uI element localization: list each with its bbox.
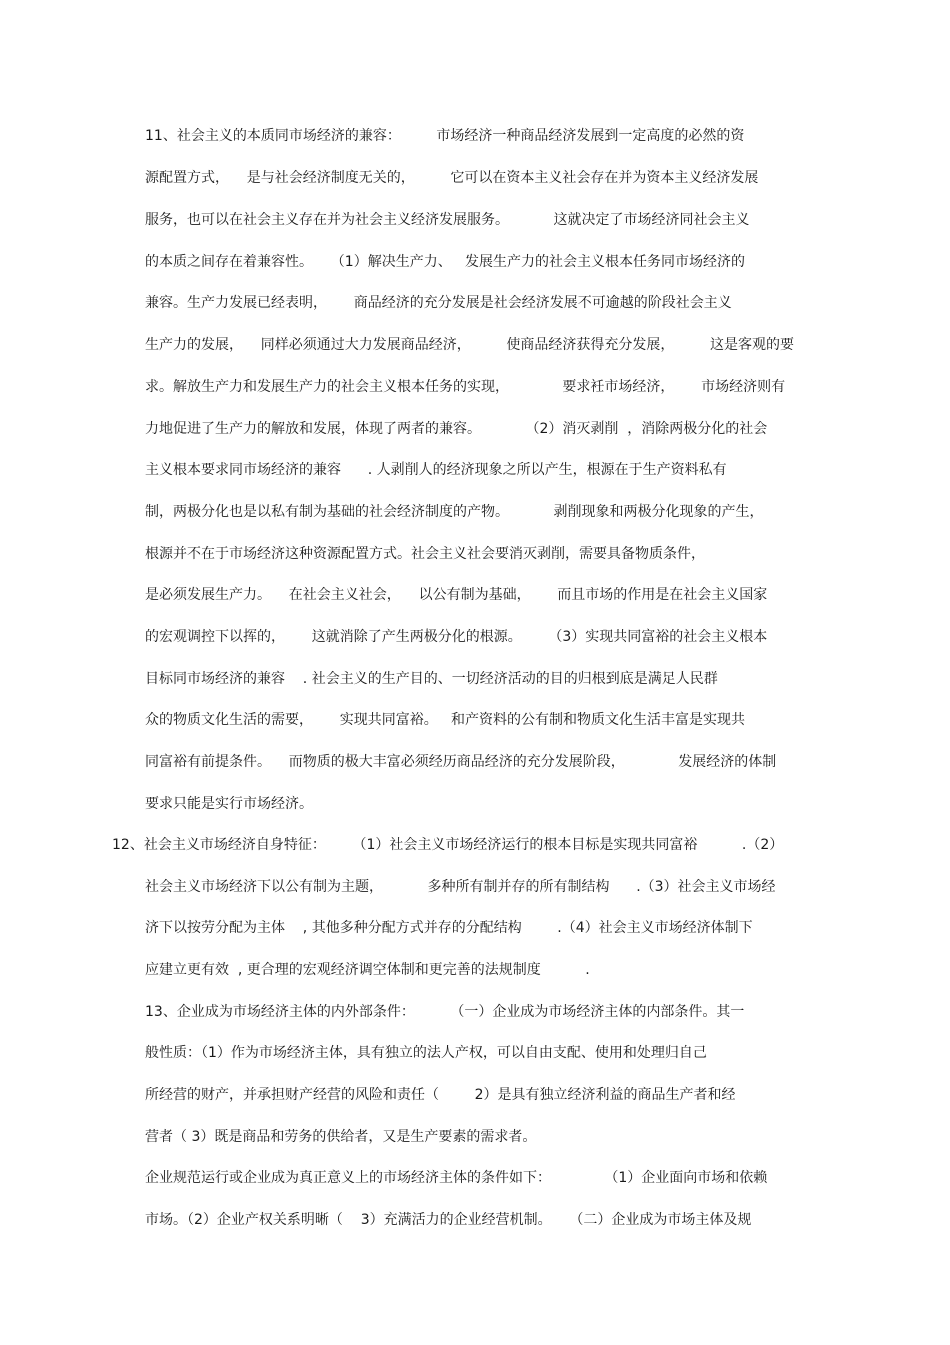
text-line: 11、社会主义的本质同市场经济的兼容： 市场经济一种商品经济发展到一定高度的必然的资 [145,128,745,144]
text-line: 社会主义市场经济下以公有制为主题， 多种所有制并存的所有制结构 .（3）社会主义市场经 [145,879,776,895]
text-line: 力地促进了生产力的解放和发展，体现了两者的兼容。 （2）消灭剥削 ，消除两极分化的社会 [145,421,768,437]
section-heading-13: 13、企业成为市场经济主体的内外部条件： （一）企业成为市场经济主体的内部条件。其一 [145,1004,745,1020]
text-line: 生产力的发展， 同样必须通过大力发展商品经济， 使商品经济获得充分发展， 这是客观的要 [145,337,795,353]
section-heading-12: 12、社会主义市场经济自身特征： （1）社会主义市场经济运行的根本目标是实现共同富裕 .（2） [112,837,784,853]
text-line: 的本质之间存在着兼容性。 （1）解决生产力、 发展生产力的社会主义根本任务同市场经济的 [145,254,746,270]
text-line: 企业规范运行或企业成为真正意义上的市场经济主体的条件如下： （1）企业面向市场和依赖 [145,1170,768,1186]
text-line: 兼容。生产力发展已经表明， 商品经济的充分发展是社会经济发展不可逾越的阶段社会主义 [145,295,732,311]
text-line: 要求只能是实行市场经济。 [145,796,313,812]
text-line: 众的物质文化生活的需要， 实现共同富裕。 和产资料的公有制和物质文化生活丰富是实现共 [145,712,746,728]
text-line: 的宏观调控下以挥的， 这就消除了产生两极分化的根源。 （3）实现共同富裕的社会主义根本 [145,629,768,645]
text-line: 应建立更有效 , 更合理的宏观经济调空体制和更完善的法规制度 . [145,962,590,978]
text-line: 般性质：（1）作为市场经济主体，具有独立的法人产权，可以自由支配、使用和处理归自己 [145,1045,707,1061]
text-line: 根源并不在于市场经济这种资源配置方式。社会主义社会要消灭剥削，需要具备物质条件， [145,546,705,562]
text-line: 主义根本要求同市场经济的兼容 . 人剥削人的经济现象之所以产生，根源在于生产资料私有 [145,462,727,478]
text-line: 是必须发展生产力。 在社会主义社会， 以公有制为基础， 而且市场的作用是在社会主义国家 [145,587,768,603]
text-line: 同富裕有前提条件。 而物质的极大丰富必须经历商品经济的充分发展阶段， 发展经济的体制 [145,754,777,770]
text-line: 济下以按劳分配为主体 , 其他多种分配方式并存的分配结构 .（4）社会主义市场经济体制下 [145,920,753,936]
text-line: 目标同市场经济的兼容 . 社会主义的生产目的、一切经济活动的目的归根到底是满足人民群 [145,671,718,687]
text-line: 营者（ 3）既是商品和劳务的供给者，又是生产要素的需求者。 [145,1129,537,1145]
text-line: 源配置方式， 是与社会经济制度无关的， 它可以在资本主义社会存在并为资本主义经济发展 [145,170,759,186]
text-line: 制，两极分化也是以私有制为基础的社会经济制度的产物。 剥削现象和两极分化现象的产生， [145,504,764,520]
text-line: 所经营的财产，并承担财产经营的风险和责任（ 2）是具有独立经济利益的商品生产者和经 [145,1087,736,1103]
text-line: 求。解放生产力和发展生产力的社会主义根本任务的实现， 要求衽市场经济， 市场经济则有 [145,379,786,395]
text-line: 市场。（2）企业产权关系明晰（ 3）充满活力的企业经营机制。 （二）企业成为市场主体及规 [145,1212,752,1228]
text-line: 服务，也可以在社会主义存在并为社会主义经济发展服务。 这就决定了市场经济同社会主义 [145,212,750,228]
